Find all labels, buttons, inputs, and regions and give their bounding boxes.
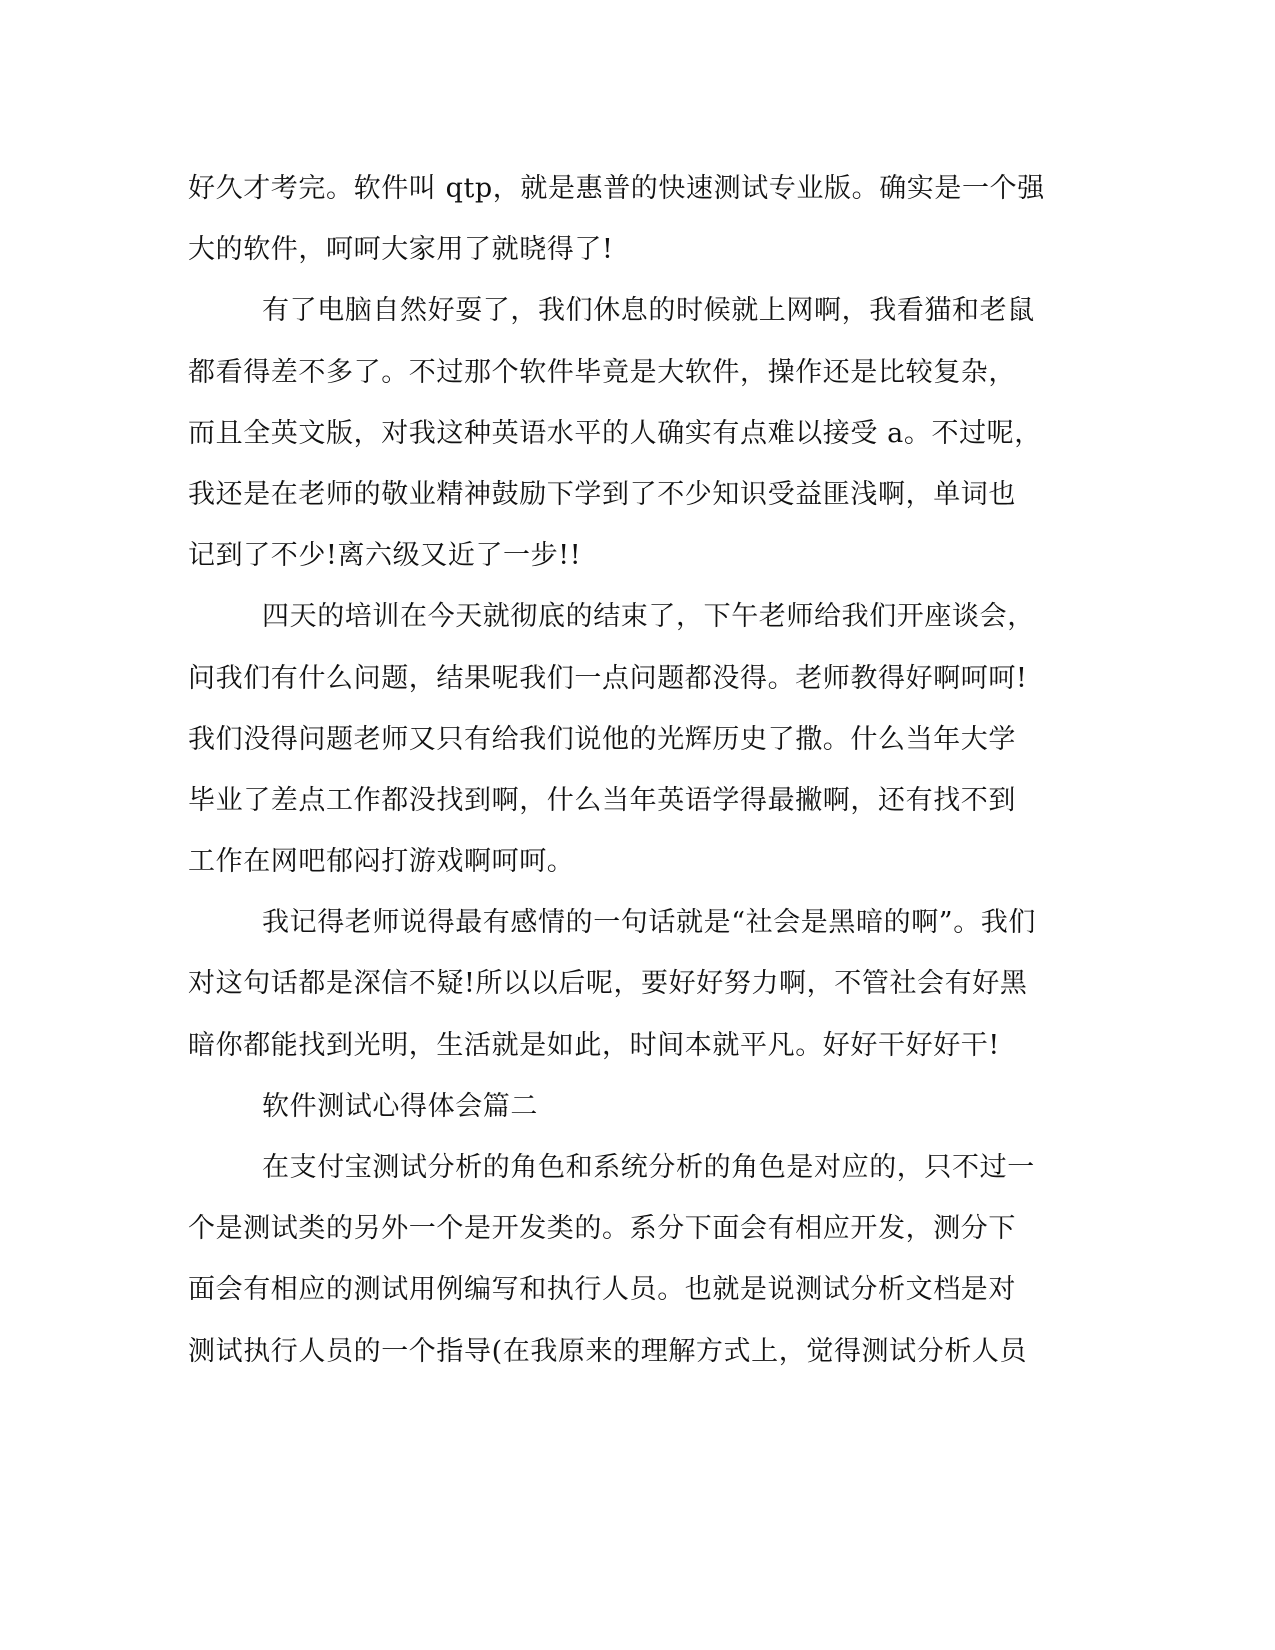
text-line: 都看得差不多了。不过那个软件毕竟是大软件，操作还是比较复杂， [188, 356, 1016, 388]
text-line: 毕业了差点工作都没找到啊，什么当年英语学得最撇啊，还有找不到 [188, 784, 1016, 816]
text-line: 暗你都能找到光明，生活就是如此，时间本就平凡。好好干好好干! [188, 1029, 1000, 1061]
section-heading: 软件测试心得体会篇二 [262, 1090, 538, 1122]
paragraph-first-line: 有了电脑自然好耍了，我们休息的时候就上网啊，我看猫和老鼠 [262, 295, 1035, 327]
document-body [188, 158, 1068, 1382]
text-line: 测试执行人员的一个指导(在我原来的理解方式上，觉得测试分析人员 [188, 1335, 1028, 1367]
text-line: 问我们有什么问题，结果呢我们一点问题都没得。老师教得好啊呵呵! [188, 662, 1028, 694]
paragraph-first-line: 在支付宝测试分析的角色和系统分析的角色是对应的，只不过一 [262, 1152, 1035, 1183]
text-line: 工作在网吧郁闷打游戏啊呵呵。 [188, 846, 575, 878]
paragraph-first-line: 四天的培训在今天就彻底的结束了，下午老师给我们开座谈会， [262, 601, 1035, 633]
text-line: 好久才考完。软件叫 qtp，就是惠普的快速测试专业版。确实是一个强 [188, 173, 1045, 204]
text-line: 而且全英文版，对我这种英语水平的人确实有点难以接受 a。不过呢， [188, 417, 1042, 449]
text-line: 个是测试类的另外一个是开发类的。系分下面会有相应开发，测分下 [188, 1213, 1016, 1245]
text-line: 对这句话都是深信不疑!所以以后呢，要好好努力啊，不管社会有好黑 [188, 968, 1028, 1000]
paragraph-first-line: 我记得老师说得最有感情的一句话就是“社会是黑暗的啊”。我们 [262, 907, 1037, 939]
text-line: 记到了不少!离六级又近了一步!! [188, 540, 582, 572]
text-line: 我们没得问题老师又只有给我们说他的光辉历史了撒。什么当年大学 [188, 723, 1016, 755]
text-line: 面会有相应的测试用例编写和执行人员。也就是说测试分析文档是对 [188, 1274, 1016, 1306]
text-line: 大的软件，呵呵大家用了就晓得了! [188, 234, 614, 266]
text-line: 我还是在老师的敬业精神鼓励下学到了不少知识受益匪浅啊，单词也 [188, 478, 1016, 510]
